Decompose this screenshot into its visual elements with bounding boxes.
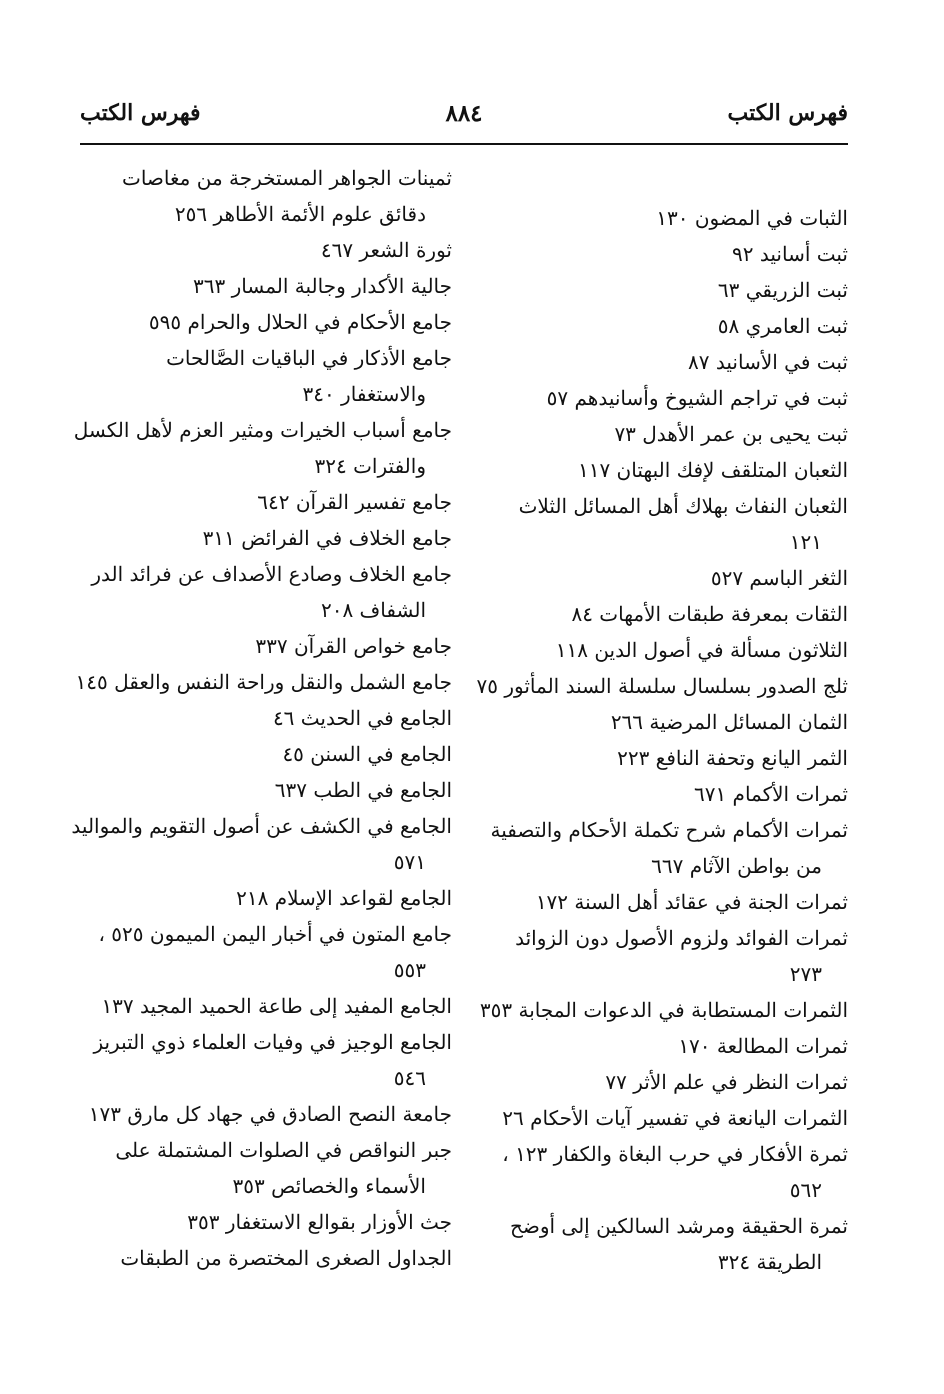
index-entry xyxy=(476,1028,848,1064)
index-column-right xyxy=(476,200,848,1280)
entry-text: الثقات بمعرفة طبقات الأمهات ٨٤ xyxy=(571,602,848,626)
entry-text: الثبات في المضون ١٣٠ xyxy=(656,206,848,230)
index-entry xyxy=(80,628,452,664)
index-entry xyxy=(476,344,848,380)
index-entry xyxy=(476,704,848,740)
index-entry xyxy=(80,772,452,808)
index-entry xyxy=(75,664,452,700)
index-entry xyxy=(476,380,848,416)
index-entry xyxy=(476,668,848,704)
index-entry xyxy=(476,560,848,596)
entry-text: الجامع في الحديث ٤٦ xyxy=(272,706,452,730)
index-entry xyxy=(476,1208,848,1280)
entry-text: الثمر اليانع وتحفة النافع ٢٢٣ xyxy=(617,746,848,770)
entry-text: ثمرة الأفكار في حرب البغاة والكفار ١٢٣ ، xyxy=(502,1142,848,1166)
index-entry xyxy=(80,700,452,736)
entry-text: الثعبان المتلقف لإفك البهتان ١١٧ xyxy=(577,458,848,482)
index-entry xyxy=(80,988,452,1024)
index-entry xyxy=(80,1240,452,1276)
entry-text: الجداول الصغرى المختصرة من الطبقات xyxy=(120,1246,452,1270)
index-entry xyxy=(476,1136,848,1208)
index-entry xyxy=(80,1096,452,1132)
entry-continuation: ٥٤٦ xyxy=(393,1066,426,1090)
index-entry xyxy=(476,632,848,668)
entry-text: ثمينات الجواهر المستخرجة من مغاصات xyxy=(122,166,452,190)
index-entry xyxy=(80,556,452,628)
index-entry xyxy=(476,884,848,920)
entry-text: جامع الخلاف في الفرائض ٣١١ xyxy=(202,526,452,550)
index-entry xyxy=(80,520,452,556)
entry-continuation: ٥٥٣ xyxy=(393,958,426,982)
index-entry xyxy=(476,740,848,776)
entry-text: ثورة الشعر ٤٦٧ xyxy=(320,238,452,262)
entry-text: جامع الأحكام في الحلال والحرام ٥٩٥ xyxy=(148,310,452,334)
entry-text: جامع تفسير القرآن ٦٤٢ xyxy=(257,490,452,514)
index-entry xyxy=(476,812,848,884)
index-entry xyxy=(476,236,848,272)
page-number: ٨٨٤ xyxy=(445,100,483,127)
entry-text: جامع المتون في أخبار اليمن الميمون ٥٢٥ ، xyxy=(98,922,452,946)
index-entry xyxy=(476,416,848,452)
entry-text: جامع أسباب الخيرات ومثير العزم لأهل الكسل xyxy=(73,418,452,442)
entry-text: الجامع لقواعد الإسلام ٢١٨ xyxy=(236,886,452,910)
entry-text: جامع الخلاف وصادع الأصداف عن فرائد الدر xyxy=(91,562,452,586)
entry-text: ثمرات المطالعة ١٧٠ xyxy=(678,1034,848,1058)
entry-text: جامع الأذكار في الباقيات الصَّالحات xyxy=(166,346,452,370)
entry-text: جامع خواص القرآن ٣٣٧ xyxy=(255,634,452,658)
index-entry xyxy=(80,160,452,232)
entry-continuation: الطريقة ٣٢٤ xyxy=(717,1250,822,1274)
index-entry xyxy=(476,596,848,632)
entry-text: الجامع الوجيز في وفيات العلماء ذوي التبريز xyxy=(93,1030,452,1054)
entry-text: الثمرات اليانعة في تفسير آيات الأحكام ٢٦ xyxy=(502,1106,848,1130)
entry-text: ثمرات الجنة في عقائد أهل السنة ١٧٢ xyxy=(535,890,848,914)
entry-text: الجامع في السنن ٤٥ xyxy=(282,742,452,766)
entry-text: الثعبان النفاث بهلاك أهل المسائل الثلاث xyxy=(518,494,848,518)
index-entry xyxy=(476,776,848,812)
index-entry xyxy=(73,412,452,484)
index-entry xyxy=(80,880,452,916)
entry-text: ثبت العامري ٥٨ xyxy=(717,314,848,338)
index-entry xyxy=(80,304,452,340)
entry-text: الجامع في الطب ٦٣٧ xyxy=(274,778,452,802)
index-column-left xyxy=(71,160,452,1276)
entry-text: ثبت أسانيد ٩٢ xyxy=(732,242,848,266)
entry-text: جامعة النصح الصادق في جهاد كل مارق ١٧٣ xyxy=(88,1102,452,1126)
entry-text: ثبت في الأسانيد ٨٧ xyxy=(688,350,848,374)
entry-continuation: والاستغفار ٣٤٠ xyxy=(302,382,426,406)
header-rule xyxy=(80,143,848,145)
index-entry xyxy=(476,488,848,560)
entry-text: الثلاثون مسألة في أصول الدين ١١٨ xyxy=(555,638,848,662)
index-entry xyxy=(80,484,452,520)
entry-text: جث الأوزار بقوالع الاستغفار ٣٥٣ xyxy=(187,1210,452,1234)
entry-text: الثغر الباسم ٥٢٧ xyxy=(710,566,848,590)
index-entry xyxy=(80,916,452,988)
index-entry xyxy=(80,340,452,412)
entry-continuation: دقائق علوم الأئمة الأطاهر ٢٥٦ xyxy=(174,202,426,226)
entry-text: ثبت يحيى بن عمر الأهدل ٧٣ xyxy=(614,422,848,446)
entry-text: ثمرة الحقيقة ومرشد السالكين إلى أوضح xyxy=(509,1214,848,1238)
entry-continuation: ٥٧١ xyxy=(393,850,426,874)
entry-text: ثمرات الأكمام ٦٧١ xyxy=(693,782,848,806)
index-entry xyxy=(476,308,848,344)
index-entry xyxy=(80,1204,452,1240)
index-entry xyxy=(71,808,452,880)
entry-text: ثبت الزريقي ٦٣ xyxy=(717,278,848,302)
index-entry xyxy=(80,736,452,772)
running-title-right: فهرس الكتب xyxy=(727,100,848,126)
entry-continuation: ٥٦٢ xyxy=(789,1178,822,1202)
entry-text: الجامع في الكشف عن أصول التقويم والمواليد xyxy=(71,814,452,838)
index-entry xyxy=(476,1100,848,1136)
entry-text: الثمان المسائل المرضية ٢٦٦ xyxy=(610,710,848,734)
entry-text: ثبت في تراجم الشيوخ وأسانيدهم ٥٧ xyxy=(546,386,848,410)
index-entry xyxy=(476,272,848,308)
index-entry xyxy=(476,452,848,488)
index-entry xyxy=(80,268,452,304)
index-entry xyxy=(80,1024,452,1096)
index-entry xyxy=(80,1132,452,1204)
index-entry xyxy=(476,1064,848,1100)
index-entry xyxy=(80,232,452,268)
entry-text: ثمرات النظر في علم الأثر ٧٧ xyxy=(605,1070,848,1094)
index-entry xyxy=(476,992,848,1028)
index-entry xyxy=(476,200,848,236)
entry-text: جبر النواقص في الصلوات المشتملة على xyxy=(115,1138,452,1162)
entry-continuation: ١٢١ xyxy=(789,530,822,554)
entry-continuation: الأسماء والخصائص ٣٥٣ xyxy=(232,1174,426,1198)
entry-text: جالية الأكدار وجالبة المسار ٣٦٣ xyxy=(193,274,452,298)
running-title-left: فهرس الكتب xyxy=(80,100,201,126)
entry-text: ثمرات الفوائد ولزوم الأصول دون الزوائد xyxy=(515,926,848,950)
entry-text: ثلج الصدور بسلسال سلسلة السند المأثور ٧٥ xyxy=(476,674,848,698)
page-header xyxy=(80,100,848,140)
entry-text: جامع الشمل والنقل وراحة النفس والعقل ١٤٥ xyxy=(75,670,452,694)
entry-text: الجامع المفيد إلى طاعة الحميد المجيد ١٣٧ xyxy=(101,994,452,1018)
entry-continuation: ٢٧٣ xyxy=(789,962,822,986)
entry-continuation: الشفاف ٢٠٨ xyxy=(320,598,426,622)
entry-text: ثمرات الأكمام شرح تكملة الأحكام والتصفية xyxy=(490,818,848,842)
entry-continuation: من بواطن الآثام ٦٦٧ xyxy=(651,854,822,878)
entry-continuation: والفترات ٣٢٤ xyxy=(314,454,426,478)
entry-text: الثمرات المستطابة في الدعوات المجابة ٣٥٣ xyxy=(479,998,848,1022)
index-entry xyxy=(476,920,848,992)
